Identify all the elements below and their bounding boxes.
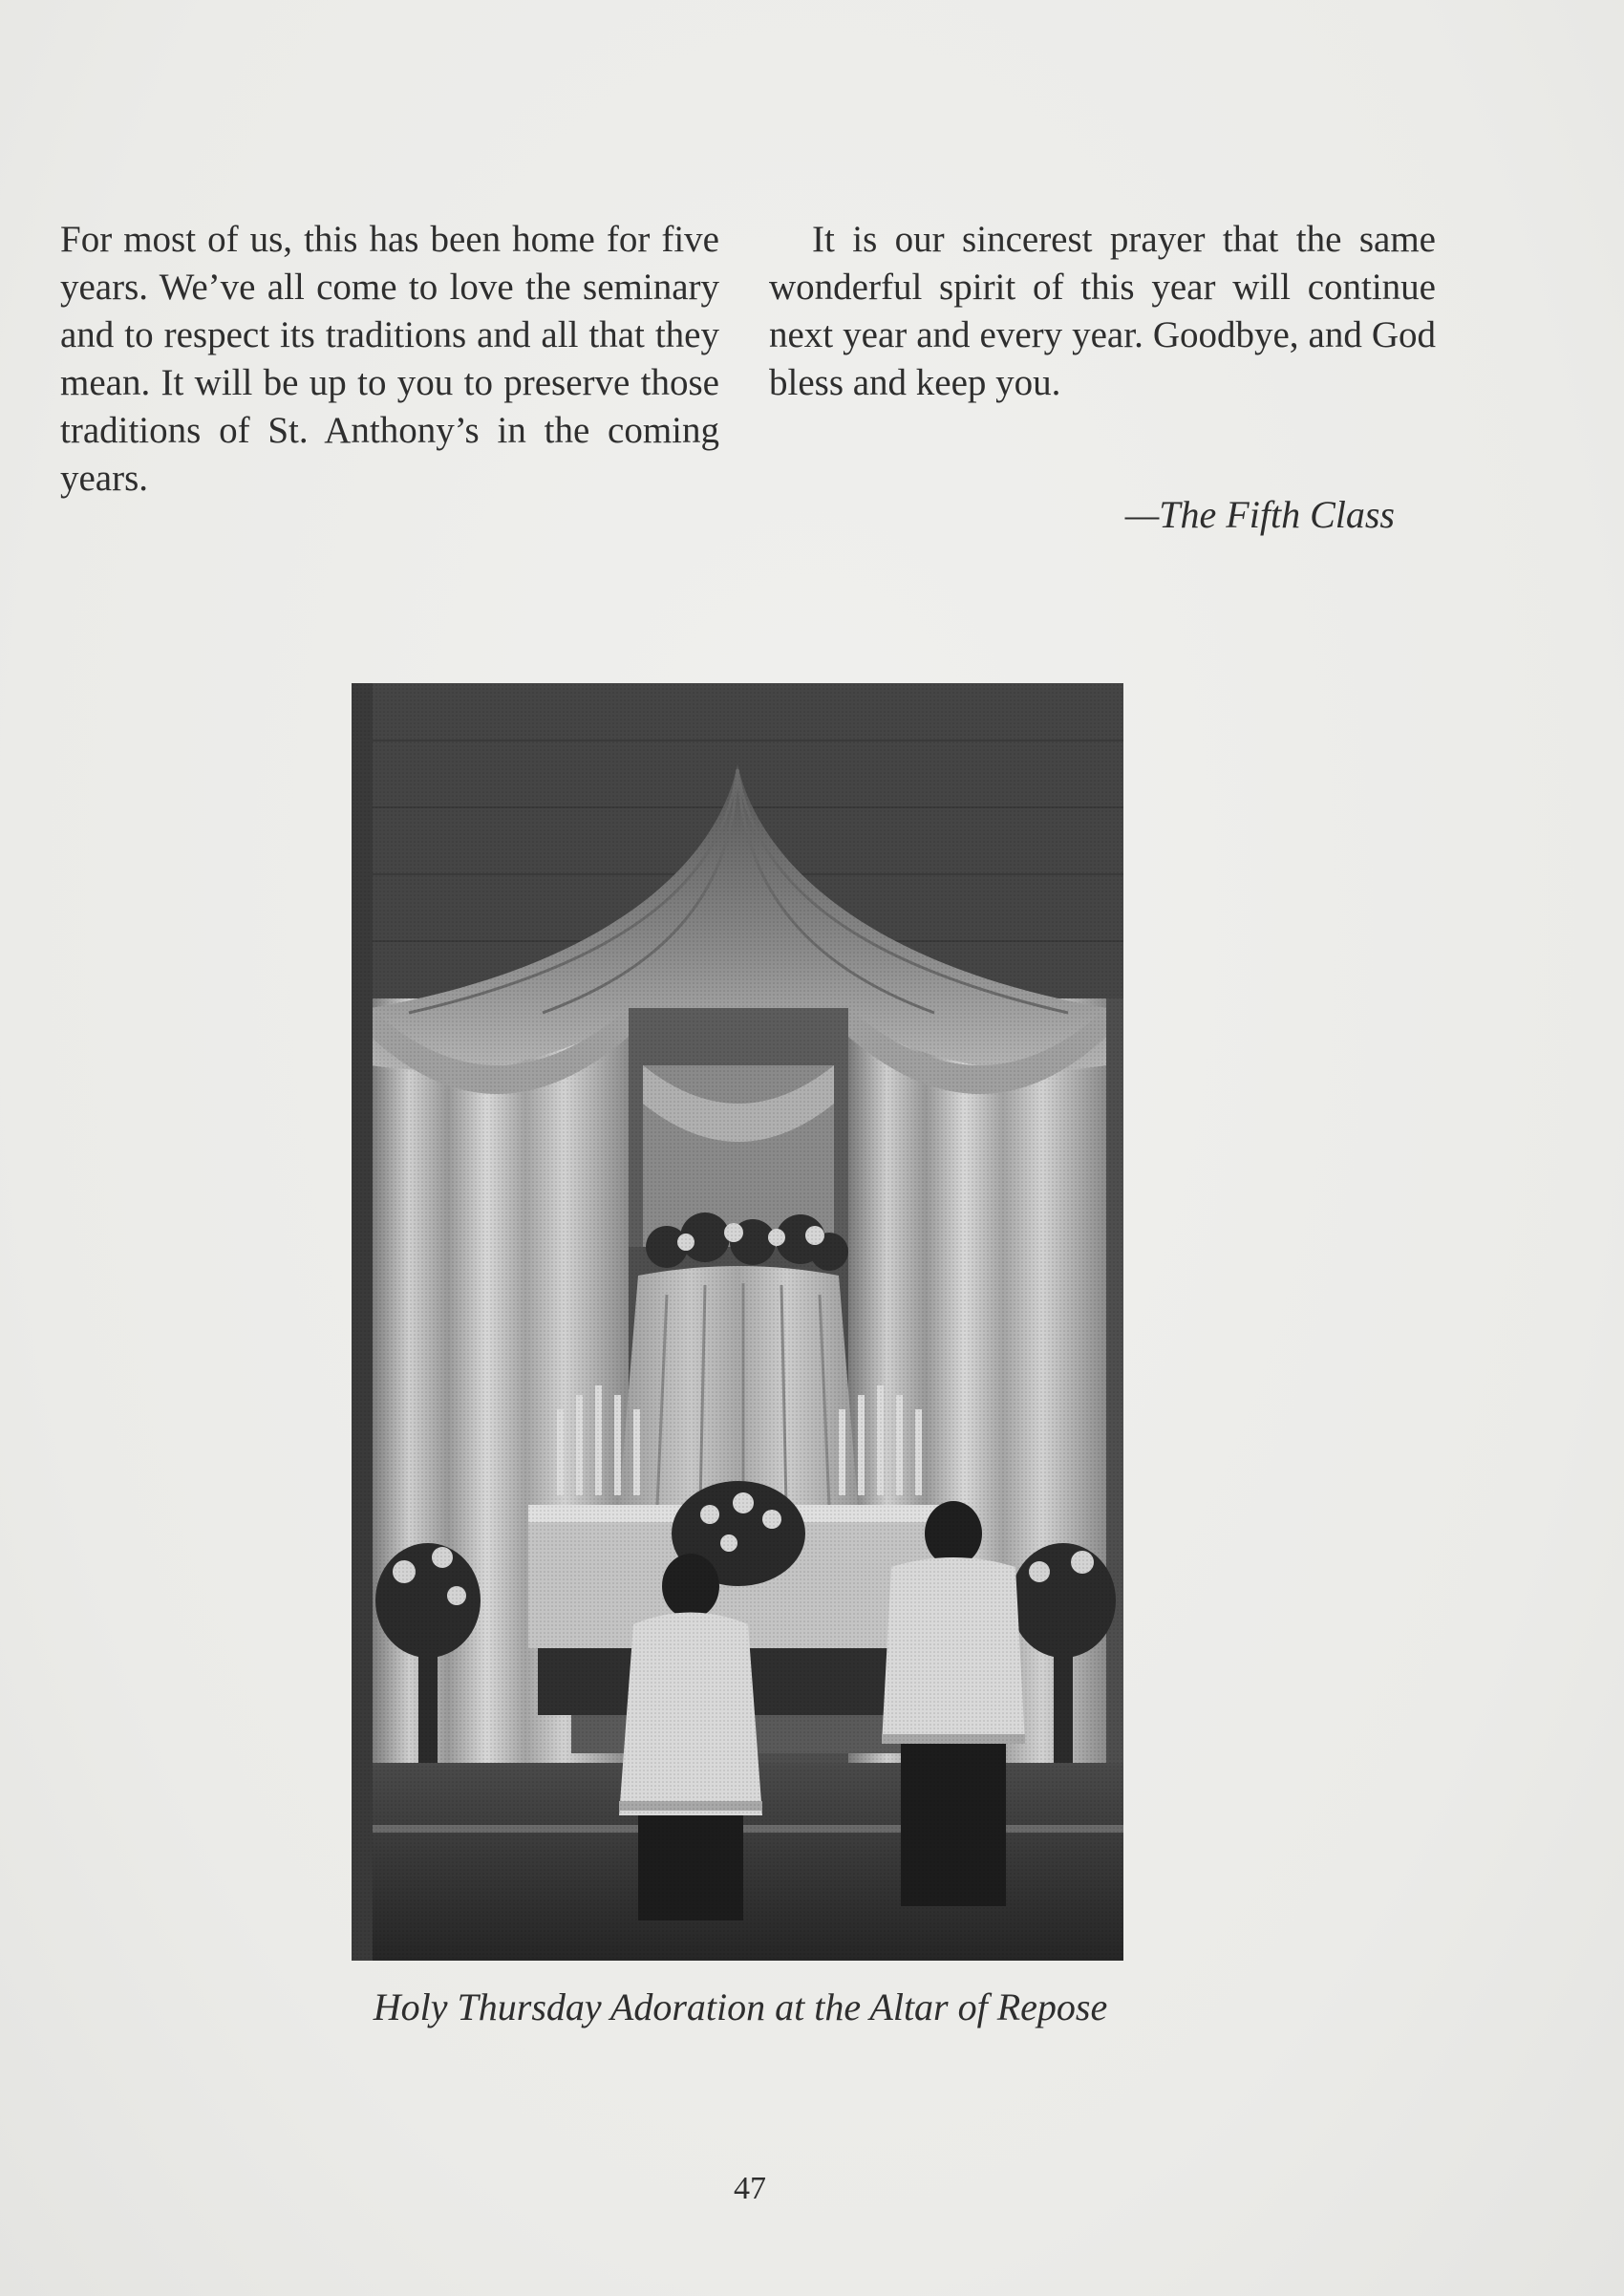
right-paragraph: It is our sincerest prayer that the same wonderful spirit of this year will continue next year and every year. Goodbye, and God bless and keep you.: [769, 219, 1436, 403]
photo-caption: Holy Thursday Adoration at the Altar of Repose: [373, 1985, 1108, 2028]
altar-photo-illustration: [352, 683, 1123, 1961]
left-text-column: [60, 216, 719, 503]
signature: —The Fifth Class: [1124, 493, 1395, 536]
right-text-column: [769, 216, 1436, 407]
altar-photo: [352, 683, 1123, 1961]
left-paragraph: For most of us, this has been home for five years. We’ve all come to love the seminary and to respect its traditions and all that they mean. It will be up to you to preserve those traditions of St. Anthony’s in the coming years.: [60, 219, 719, 499]
page-number: 47: [734, 2171, 766, 2206]
